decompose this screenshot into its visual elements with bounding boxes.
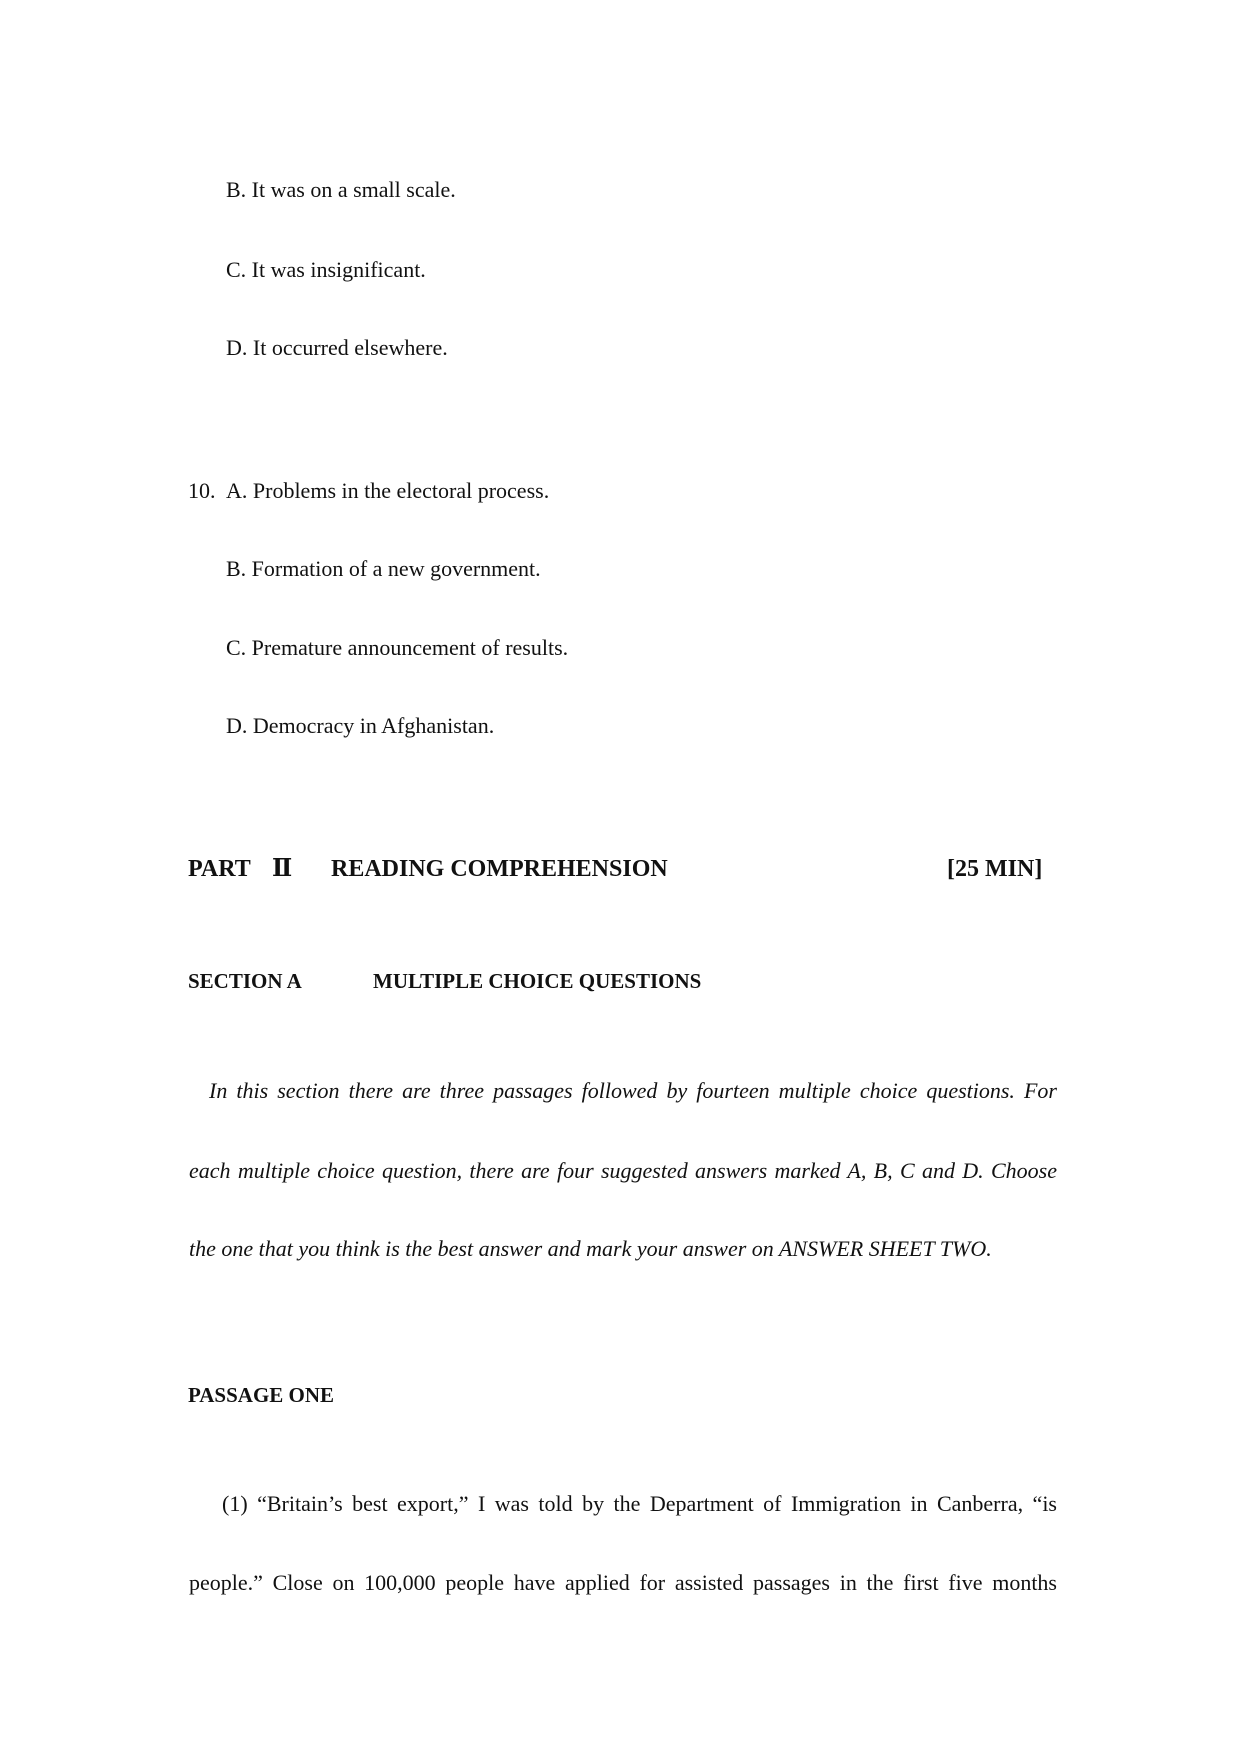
passage-one-line-1: (1) “Britain’s best export,” I was told by the Department of Immigration in Canberra, “is (222, 1491, 1057, 1516)
part-numeral: Ⅱ (272, 856, 293, 882)
q10-number: 10. (188, 478, 216, 503)
instructions-line-3: the one that you think is the best answer and mark your answer on ANSWER SHEET TWO. (189, 1236, 992, 1261)
section-title: MULTIPLE CHOICE QUESTIONS (373, 969, 702, 993)
q10-option-a: A. Problems in the electoral process. (226, 478, 550, 503)
passage-one-heading: PASSAGE ONE (188, 1383, 335, 1407)
q9-option-d: D. It occurred elsewhere. (226, 335, 448, 360)
q9-option-c: C. It was insignificant. (226, 257, 426, 282)
section-label: SECTION A (188, 969, 302, 993)
q10-option-c: C. Premature announcement of results. (226, 635, 569, 660)
q10-option-d: D. Democracy in Afghanistan. (226, 713, 495, 738)
instructions-line-1: In this section there are three passages followed by fourteen multiple choice questions. For (209, 1078, 1057, 1103)
q10-option-b: B. Formation of a new government. (226, 556, 541, 581)
part-label: PART (188, 856, 251, 882)
part-title: READING COMPREHENSION (331, 856, 668, 882)
instructions-line-2: each multiple choice question, there are four suggested answers marked A, B, C and D. Choose (189, 1158, 1057, 1183)
part-time: [25 MIN] (947, 856, 1043, 882)
passage-one-line-2: people.” Close on 100,000 people have applied for assisted passages in the first five months (189, 1570, 1057, 1595)
q9-option-b: B. It was on a small scale. (226, 177, 456, 202)
